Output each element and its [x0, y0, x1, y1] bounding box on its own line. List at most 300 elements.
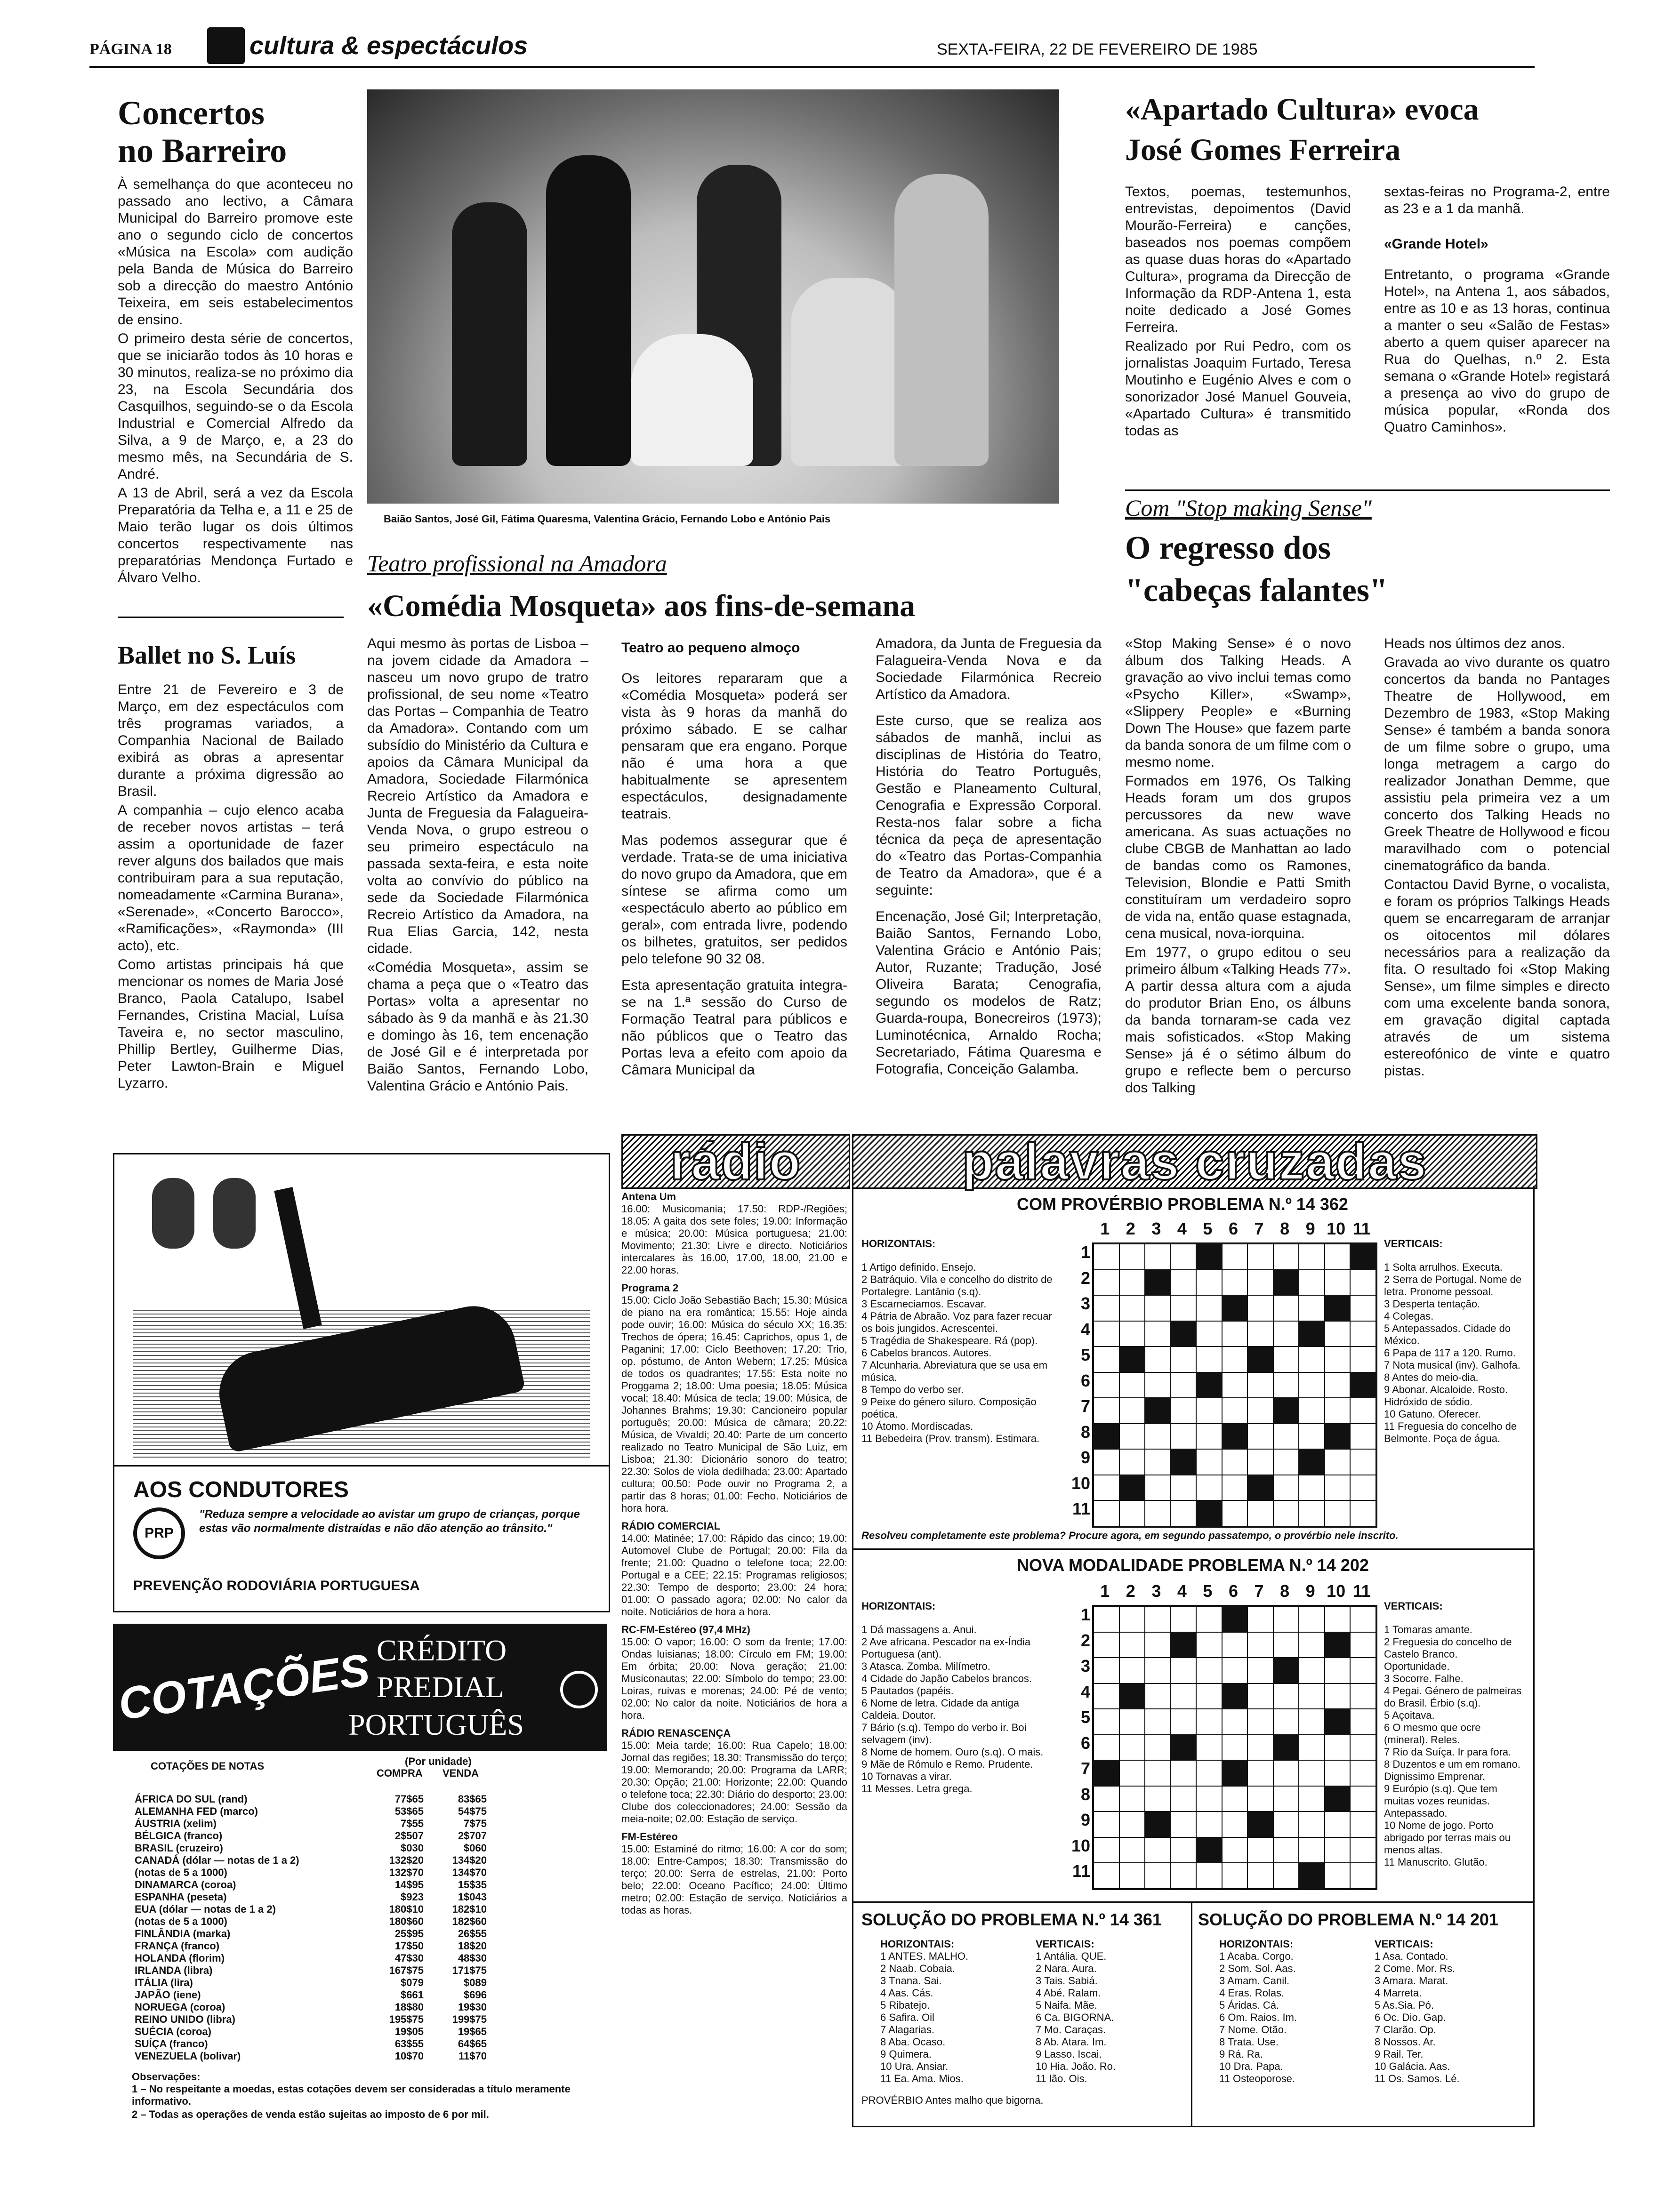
grid-cell[interactable] [1247, 1837, 1273, 1863]
p2-horiz-clues [861, 1624, 1054, 1795]
grid-cell[interactable] [1171, 1424, 1197, 1450]
clue-item: 11 Ea. Ama. Mios. [880, 2073, 964, 2084]
radio-banner [621, 1134, 850, 1189]
grid-block [1325, 1786, 1351, 1812]
grid-cell[interactable] [1325, 1760, 1351, 1786]
grid-cell[interactable] [1171, 1760, 1197, 1786]
grid-block [1299, 1863, 1325, 1889]
grid-cell[interactable] [1119, 1372, 1145, 1398]
grid-cell[interactable] [1145, 1424, 1171, 1450]
grid-cell[interactable] [1273, 1321, 1299, 1347]
grid-cell[interactable] [1196, 1786, 1222, 1812]
grid-cell[interactable] [1325, 1811, 1351, 1837]
grid-cell[interactable] [1094, 1786, 1119, 1812]
grid-number: 2 [1126, 1219, 1135, 1238]
solution-2-title: SOLUÇÃO DO PROBLEMA N.º 14 201 [1198, 1910, 1498, 1929]
grid-cell[interactable] [1145, 1606, 1171, 1632]
cot-obs-1: 1 – No respeitante a moedas, estas cotações devem ser consideradas a título meramente informativo. [132, 2083, 571, 2107]
clue-item: 1 Tomaras amante. [1384, 1624, 1472, 1635]
grid-cell[interactable] [1196, 1632, 1222, 1658]
grid-cell[interactable] [1247, 1398, 1273, 1424]
grid-cell[interactable] [1325, 1863, 1351, 1889]
grid-cell[interactable] [1196, 1346, 1222, 1372]
grid-cell[interactable] [1247, 1735, 1273, 1761]
grid-cell[interactable] [1350, 1475, 1376, 1501]
grid-cell[interactable] [1222, 1500, 1248, 1526]
grid-cell[interactable] [1119, 1244, 1145, 1270]
grid-cell[interactable] [1145, 1709, 1171, 1735]
grid-cell[interactable] [1119, 1500, 1145, 1526]
clue-item: 6 Cabelos brancos. Autores. [861, 1347, 992, 1359]
grid-cell[interactable] [1273, 1500, 1299, 1526]
p1-vert-label: VERTICAIS: [1384, 1238, 1443, 1250]
grid-cell[interactable] [1350, 1321, 1376, 1347]
clue-item: 9 Rá. Ra. [1219, 2048, 1263, 2060]
grid-cell[interactable] [1350, 1683, 1376, 1709]
comedia-paragraph: Encenação, José Gil; Interpretação, Baião Santos, Fernando Lobo, Valentina Grácio e António Pais; Autor, Ruzante; Tradução, José Oliveira Barata; Cenografia, segundo os modelos de Ratz; Guarda-roupa, Bonecreiros (1973); Luminotécnica, Arnaldo Rocha; Secretariado, Fátima Quaresma e Fotografia, Conceição Galamba. [876, 909, 1102, 1077]
grid-cell[interactable] [1350, 1500, 1376, 1526]
buy-price: 53$65 [394, 1805, 424, 1817]
grid-cell[interactable] [1325, 1321, 1351, 1347]
grid-cell[interactable] [1350, 1424, 1376, 1450]
clue-item: 4 Cidade do Japão Cabelos brancos. [861, 1673, 1032, 1684]
grid-cell[interactable] [1171, 1863, 1197, 1889]
grid-cell[interactable] [1171, 1346, 1197, 1372]
grid-cell[interactable] [1222, 1475, 1248, 1501]
grid-cell[interactable] [1325, 1372, 1351, 1398]
grid-cell[interactable] [1145, 1863, 1171, 1889]
grid-cell[interactable] [1196, 1475, 1222, 1501]
clue-item: 10 Dra. Papa. [1219, 2060, 1283, 2072]
grid-cell[interactable] [1119, 1735, 1145, 1761]
grid-cell[interactable] [1145, 1683, 1171, 1709]
grid-cell[interactable] [1171, 1475, 1197, 1501]
currency-name: VENEZUELA (bolivar) [135, 2050, 241, 2062]
currency-name: ÁUSTRIA (xelim) [135, 1818, 217, 1829]
grid-cell[interactable] [1119, 1709, 1145, 1735]
grid-cell[interactable] [1247, 1863, 1273, 1889]
problem-1-footer: Resolveu completamente este problema? Procure agora, em segundo passatempo, o provérbio nele inscrito. [861, 1530, 1399, 1541]
concertos-paragraph: A 13 de Abril, será a vez da Escola Preparatória da Telha e, a 11 e 25 de Maio terão lugar os dois últimos concertos respectivamente nas preparatórias Mendonça Furtado e Álvaro Velho. [118, 485, 353, 585]
grid-cell[interactable] [1247, 1683, 1273, 1709]
grid-cell[interactable] [1145, 1449, 1171, 1475]
currency-name: IRLANDA (libra) [135, 1964, 213, 1976]
grid-cell[interactable] [1273, 1346, 1299, 1372]
grid-cell[interactable] [1247, 1632, 1273, 1658]
grid-cell[interactable] [1273, 1449, 1299, 1475]
grid-cell[interactable] [1247, 1449, 1273, 1475]
grid-cell[interactable] [1094, 1837, 1119, 1863]
clue-item: 6 Papa de 117 a 120. Rumo. [1384, 1347, 1516, 1359]
grid-cell[interactable] [1325, 1658, 1351, 1683]
cot-header-1: COTAÇÕES DE NOTAS [151, 1760, 265, 1772]
grid-cell[interactable] [1273, 1424, 1299, 1450]
cotacao-row [132, 2038, 490, 2050]
grid-cell[interactable] [1325, 1449, 1351, 1475]
grid-number: 5 [1203, 1219, 1213, 1238]
grid-cell[interactable] [1171, 1683, 1197, 1709]
grid-cell[interactable] [1350, 1346, 1376, 1372]
grid-number: 5 [1080, 1707, 1090, 1727]
grid-cell[interactable] [1350, 1606, 1376, 1632]
grid-cell[interactable] [1171, 1709, 1197, 1735]
grid-cell[interactable] [1145, 1295, 1171, 1321]
grid-cell[interactable] [1247, 1658, 1273, 1683]
buy-price: 14$95 [394, 1879, 424, 1891]
grid-cell[interactable] [1119, 1424, 1145, 1450]
grid-cell[interactable] [1299, 1760, 1325, 1786]
grid-cell[interactable] [1145, 1837, 1171, 1863]
grid-cell[interactable] [1299, 1500, 1325, 1526]
grid-block [1325, 1632, 1351, 1658]
grid-cell[interactable] [1094, 1372, 1119, 1398]
grid-cell[interactable] [1325, 1606, 1351, 1632]
currency-name: HOLANDA (florim) [135, 1952, 225, 1964]
grid-cell[interactable] [1350, 1837, 1376, 1863]
clue-item: 5 Antepassados. Cidade do México. [1384, 1322, 1511, 1346]
grid-cell[interactable] [1273, 1786, 1299, 1812]
grid-cell[interactable] [1119, 1321, 1145, 1347]
grid-cell[interactable] [1145, 1658, 1171, 1683]
apartado-title-1: «Apartado Cultura» evoca [1125, 92, 1479, 127]
grid-cell[interactable] [1094, 1244, 1119, 1270]
radio-schedule: 15.00: O vapor; 16.00: O som da frente; 17.00: Ondas luisianas; 18.00: Círculo em FM; 19.00: Em órbita; 20.00: Nova geração; 21.00: Musiconautas; 22.00: Símbolo do tempo; 23.00: Loiras, ruivas e morenas; 24.00: Pé de vento; 02.00: No calor da noite. Noticiários de hora a hora. [621, 1636, 847, 1721]
grid-cell[interactable] [1094, 1398, 1119, 1424]
grid-cell[interactable] [1299, 1244, 1325, 1270]
grid-cell[interactable] [1171, 1500, 1197, 1526]
grid-cell[interactable] [1119, 1837, 1145, 1863]
grid-number: 11 [1072, 1861, 1090, 1881]
clue-item: 4 Abé. Ralam. [1036, 1987, 1101, 1999]
grid-cell[interactable] [1222, 1270, 1248, 1296]
apartado-col-1 [1125, 184, 1351, 441]
photo-caption: Baião Santos, José Gil, Fátima Quaresma, Valentina Grácio, Fernando Lobo e António Pais [384, 513, 831, 525]
grid-cell[interactable] [1350, 1658, 1376, 1683]
clue-item: 3 Escarneciamos. Escavar. [861, 1298, 987, 1310]
grid-cell[interactable] [1094, 1683, 1119, 1709]
grid-cell[interactable] [1273, 1863, 1299, 1889]
grid-cell[interactable] [1196, 1735, 1222, 1761]
grid-cell[interactable] [1145, 1735, 1171, 1761]
grid-cell[interactable] [1299, 1658, 1325, 1683]
grid-cell[interactable] [1094, 1449, 1119, 1475]
grid-cell[interactable] [1196, 1709, 1222, 1735]
sell-price: 134$70 [452, 1867, 487, 1878]
grid-cell[interactable] [1273, 1837, 1299, 1863]
grid-cell[interactable] [1325, 1500, 1351, 1526]
crossword-grid-1[interactable] [1092, 1242, 1377, 1528]
grid-cell[interactable] [1196, 1760, 1222, 1786]
grid-cell[interactable] [1222, 1658, 1248, 1683]
grid-number: 2 [1126, 1581, 1135, 1601]
grid-cell[interactable] [1171, 1606, 1197, 1632]
grid-number: 11 [1352, 1581, 1371, 1601]
grid-block [1222, 1424, 1248, 1450]
grid-cell[interactable] [1171, 1295, 1197, 1321]
grid-cell[interactable] [1299, 1270, 1325, 1296]
grid-cell[interactable] [1222, 1735, 1248, 1761]
grid-cell[interactable] [1247, 1709, 1273, 1735]
grid-cell[interactable] [1145, 1500, 1171, 1526]
grid-cell[interactable] [1145, 1475, 1171, 1501]
sell-price: 54$75 [458, 1805, 487, 1817]
cot-header-3: COMPRA [377, 1767, 423, 1779]
grid-cell[interactable] [1119, 1606, 1145, 1632]
grid-cell[interactable] [1119, 1811, 1145, 1837]
grid-cell[interactable] [1273, 1709, 1299, 1735]
grid-cell[interactable] [1299, 1346, 1325, 1372]
radio-station: RC-FM-Estéreo (97,4 MHz) [621, 1624, 750, 1635]
grid-cell[interactable] [1171, 1837, 1197, 1863]
grid-cell[interactable] [1273, 1606, 1299, 1632]
grid-cell[interactable] [1094, 1606, 1119, 1632]
grid-block [1171, 1449, 1197, 1475]
grid-cell[interactable] [1171, 1270, 1197, 1296]
grid-cell[interactable] [1171, 1811, 1197, 1837]
grid-cell[interactable] [1247, 1372, 1273, 1398]
grid-cell[interactable] [1247, 1606, 1273, 1632]
grid-cell[interactable] [1119, 1295, 1145, 1321]
grid-cell[interactable] [1325, 1735, 1351, 1761]
grid-cell[interactable] [1196, 1683, 1222, 1709]
grid-number: 9 [1080, 1448, 1090, 1467]
radio-listings [621, 1191, 847, 1916]
grid-cell[interactable] [1350, 1811, 1376, 1837]
grid-cell[interactable] [1094, 1346, 1119, 1372]
grid-cell[interactable] [1273, 1244, 1299, 1270]
grid-cell[interactable] [1325, 1398, 1351, 1424]
grid-cell[interactable] [1299, 1837, 1325, 1863]
grid-block [1222, 1606, 1248, 1632]
grid-cell[interactable] [1094, 1632, 1119, 1658]
grid-cell[interactable] [1119, 1863, 1145, 1889]
grid-cell[interactable] [1094, 1475, 1119, 1501]
grid-number: 4 [1177, 1219, 1187, 1238]
grid-cell[interactable] [1222, 1372, 1248, 1398]
grid-cell[interactable] [1145, 1760, 1171, 1786]
grid-cell[interactable] [1145, 1244, 1171, 1270]
p1-column-numbers [1092, 1219, 1375, 1238]
grid-cell[interactable] [1350, 1295, 1376, 1321]
grid-cell[interactable] [1350, 1398, 1376, 1424]
grid-number: 10 [1071, 1473, 1090, 1493]
grid-cell[interactable] [1247, 1500, 1273, 1526]
grid-cell[interactable] [1299, 1786, 1325, 1812]
grid-cell[interactable] [1247, 1424, 1273, 1450]
grid-cell[interactable] [1196, 1606, 1222, 1632]
sell-price: 83$65 [458, 1793, 487, 1805]
comedia-col-2 [621, 640, 847, 1081]
grid-number: 7 [1080, 1396, 1090, 1416]
grid-number: 1 [1080, 1242, 1090, 1262]
grid-cell[interactable] [1196, 1424, 1222, 1450]
grid-cell[interactable] [1222, 1863, 1248, 1889]
grid-cell[interactable] [1299, 1811, 1325, 1837]
clue-item: 4 Eras. Rolas. [1219, 1987, 1285, 1999]
grid-number: 5 [1080, 1345, 1090, 1365]
cotacao-row [132, 1830, 490, 1842]
grid-cell[interactable] [1222, 1321, 1248, 1347]
grid-cell[interactable] [1145, 1372, 1171, 1398]
grid-cell[interactable] [1145, 1346, 1171, 1372]
grid-cell[interactable] [1094, 1735, 1119, 1761]
cotacao-row [132, 1891, 490, 1903]
grid-cell[interactable] [1299, 1735, 1325, 1761]
sell-price: 171$75 [452, 1964, 487, 1976]
grid-cell[interactable] [1350, 1760, 1376, 1786]
grid-cell[interactable] [1222, 1709, 1248, 1735]
grid-cell[interactable] [1325, 1475, 1351, 1501]
palavras-banner [852, 1134, 1537, 1189]
grid-cell[interactable] [1273, 1760, 1299, 1786]
grid-cell[interactable] [1325, 1837, 1351, 1863]
grid-cell[interactable] [1222, 1449, 1248, 1475]
grid-cell[interactable] [1145, 1632, 1171, 1658]
grid-cell[interactable] [1247, 1760, 1273, 1786]
grid-cell[interactable] [1350, 1786, 1376, 1812]
grid-number: 4 [1177, 1581, 1187, 1601]
grid-cell[interactable] [1171, 1786, 1197, 1812]
grid-cell[interactable] [1145, 1786, 1171, 1812]
grid-cell[interactable] [1119, 1786, 1145, 1812]
grid-cell[interactable] [1222, 1244, 1248, 1270]
clue-item: 3 Tnana. Sai. [880, 1975, 942, 1987]
currency-name: SUÉCIA (coroa) [135, 2026, 211, 2037]
grid-cell[interactable] [1094, 1321, 1119, 1347]
grid-cell[interactable] [1299, 1398, 1325, 1424]
grid-cell[interactable] [1196, 1270, 1222, 1296]
grid-cell[interactable] [1273, 1372, 1299, 1398]
grid-cell[interactable] [1094, 1270, 1119, 1296]
cotacao-row [132, 2026, 490, 2038]
grid-cell[interactable] [1247, 1295, 1273, 1321]
grid-cell[interactable] [1094, 1500, 1119, 1526]
grid-cell[interactable] [1273, 1475, 1299, 1501]
grid-cell[interactable] [1094, 1709, 1119, 1735]
clue-item: 2 Naab. Cobaia. [880, 1963, 955, 1974]
grid-cell[interactable] [1222, 1786, 1248, 1812]
grid-cell[interactable] [1119, 1760, 1145, 1786]
grid-cell[interactable] [1350, 1270, 1376, 1296]
grid-cell[interactable] [1222, 1346, 1248, 1372]
grid-cell[interactable] [1350, 1632, 1376, 1658]
p2-vert-label: VERTICAIS: [1384, 1600, 1443, 1612]
sell-price: 182$10 [452, 1903, 487, 1915]
grid-cell[interactable] [1247, 1244, 1273, 1270]
grid-cell[interactable] [1196, 1295, 1222, 1321]
grid-cell[interactable] [1119, 1270, 1145, 1296]
grid-cell[interactable] [1325, 1270, 1351, 1296]
grid-cell[interactable] [1222, 1811, 1248, 1837]
grid-cell[interactable] [1094, 1295, 1119, 1321]
grid-cell[interactable] [1247, 1270, 1273, 1296]
grid-cell[interactable] [1196, 1863, 1222, 1889]
grid-cell[interactable] [1196, 1398, 1222, 1424]
clue-item: 1 Solta arrulhos. Executa. [1384, 1261, 1503, 1273]
grid-cell[interactable] [1196, 1811, 1222, 1837]
grid-cell[interactable] [1299, 1424, 1325, 1450]
grid-number: 6 [1228, 1219, 1238, 1238]
clue-item: 7 Alagarias. [880, 2024, 934, 2036]
buy-price: 63$55 [394, 2038, 424, 2050]
grid-cell[interactable] [1299, 1372, 1325, 1398]
grid-cell[interactable] [1350, 1449, 1376, 1475]
clue-item: 10 Átomo. Mordiscadas. [861, 1420, 973, 1432]
cot-header-2: (Por unidade) [405, 1755, 472, 1767]
grid-cell[interactable] [1299, 1709, 1325, 1735]
grid-block [1350, 1372, 1376, 1398]
solutions-divider [1191, 1901, 1192, 2127]
grid-cell[interactable] [1273, 1632, 1299, 1658]
grid-cell[interactable] [1299, 1295, 1325, 1321]
grid-cell[interactable] [1325, 1346, 1351, 1372]
radio-banner-text: rádio [670, 1132, 802, 1191]
grid-block [1222, 1760, 1248, 1786]
clue-item: 3 Desperta tentação. [1384, 1298, 1480, 1310]
grid-cell[interactable] [1299, 1632, 1325, 1658]
grid-number: 11 [1072, 1499, 1090, 1519]
grid-cell[interactable] [1273, 1683, 1299, 1709]
grid-cell[interactable] [1350, 1863, 1376, 1889]
radio-station: Programa 2 [621, 1282, 679, 1294]
grid-cell[interactable] [1094, 1811, 1119, 1837]
grid-cell[interactable] [1171, 1244, 1197, 1270]
crossword-grid-2[interactable] [1092, 1605, 1377, 1890]
radio-schedule: 15.00: Meia tarde; 16.00: Rua Capelo; 18.00: Jornal das regiões; 18.30: Transmissão do terço; 19.00: Memorando; 20.00: Programa da LARR; 20.30: Opção; 21.00: Horizonte; 22.00: Quando o telefone toca; 22.30: Diário do desporto; 23.00: Clube dos coleccionadores; 24.00: Sessão da meia-noite; 02.00: Estação de serviço. [621, 1739, 847, 1825]
grid-cell[interactable] [1196, 1449, 1222, 1475]
grid-cell[interactable] [1299, 1475, 1325, 1501]
clue-item: 8 Aba. Ocaso. [880, 2036, 946, 2048]
grid-cell[interactable] [1119, 1632, 1145, 1658]
buy-price: 10$70 [394, 2050, 424, 2062]
grid-cell[interactable] [1196, 1321, 1222, 1347]
grid-cell[interactable] [1325, 1244, 1351, 1270]
grid-cell[interactable] [1247, 1321, 1273, 1347]
grid-cell[interactable] [1350, 1735, 1376, 1761]
grid-cell[interactable] [1273, 1811, 1299, 1837]
grid-cell[interactable] [1222, 1837, 1248, 1863]
grid-cell[interactable] [1196, 1658, 1222, 1683]
cotacao-row [132, 1793, 490, 1805]
grid-cell[interactable] [1171, 1398, 1197, 1424]
grid-cell[interactable] [1094, 1658, 1119, 1683]
grid-cell[interactable] [1350, 1709, 1376, 1735]
grid-cell[interactable] [1119, 1658, 1145, 1683]
grid-cell[interactable] [1325, 1683, 1351, 1709]
grid-cell[interactable] [1222, 1632, 1248, 1658]
ad-footer: PREVENÇÃO RODOVIÁRIA PORTUGUESA [133, 1578, 420, 1594]
grid-cell[interactable] [1299, 1606, 1325, 1632]
grid-cell[interactable] [1171, 1372, 1197, 1398]
grid-cell[interactable] [1171, 1658, 1197, 1683]
grid-block [1119, 1683, 1145, 1709]
grid-cell[interactable] [1299, 1683, 1325, 1709]
grid-cell[interactable] [1145, 1321, 1171, 1347]
grid-cell[interactable] [1094, 1863, 1119, 1889]
grid-cell[interactable] [1273, 1295, 1299, 1321]
grid-cell[interactable] [1247, 1786, 1273, 1812]
ballet-paragraph: A companhia – cujo elenco acaba de receber novos artistas – terá assim a oportunidade de fazer rever alguns dos bailados que mais contribuiram para a sua reputação, nomeadamente «Carmina Burana», «Serenade», «Concerto Barocco», «Ramificações», «Raymonda» (III acto), etc. [118, 802, 344, 954]
grid-cell[interactable] [1222, 1398, 1248, 1424]
clue-item: 4 Marreta. [1375, 1987, 1422, 1999]
clue-item: 4 Aas. Cás. [880, 1987, 933, 1999]
grid-cell[interactable] [1119, 1398, 1145, 1424]
grid-number: 1 [1100, 1219, 1110, 1238]
radio-schedule: 15.00: Ciclo João Sebastião Bach; 15.30: Música de piano na era romântica; 15.55: Hoje ainda pode ouvir; 16.00: Música do século XX; 16.35: Trechos de ópera; 16.45: Caprichos, opus 1, de Paganini; 17.00: Ciclo Beethoven; 17.20: Trio, op. póstumo, de Anton Webern; 17.25: Música de todos os quadrantes; 17.55: Esta noite no Proggama 2; 18.00: Uma poesia; 18.05: Música vocal; 18.40: Música de tecla; 19.00: Música, de Johannes Brahms; 19.30: Cancioneiro popular português; 20.00: Música de câmara; 20.22: Música, de Vivaldi; 20.40: Parte de um concerto realizado no Teatro Municipal de São Luiz, em Lisboa; 21.30: Dicionário sonoro do teatro; 22.30: Solos de viola dedilhada; 23.00: Apartado cultura; 00.50: Pode ouvir no Programa 2, a partir das 8 horas; 01.00: Fecho. Noticiários de hora hora. [621, 1294, 847, 1514]
prp-logo-icon [133, 1507, 185, 1559]
clue-item: 7 Alcunharia. Abreviatura que se usa em música. [861, 1359, 1048, 1383]
grid-cell[interactable] [1119, 1449, 1145, 1475]
